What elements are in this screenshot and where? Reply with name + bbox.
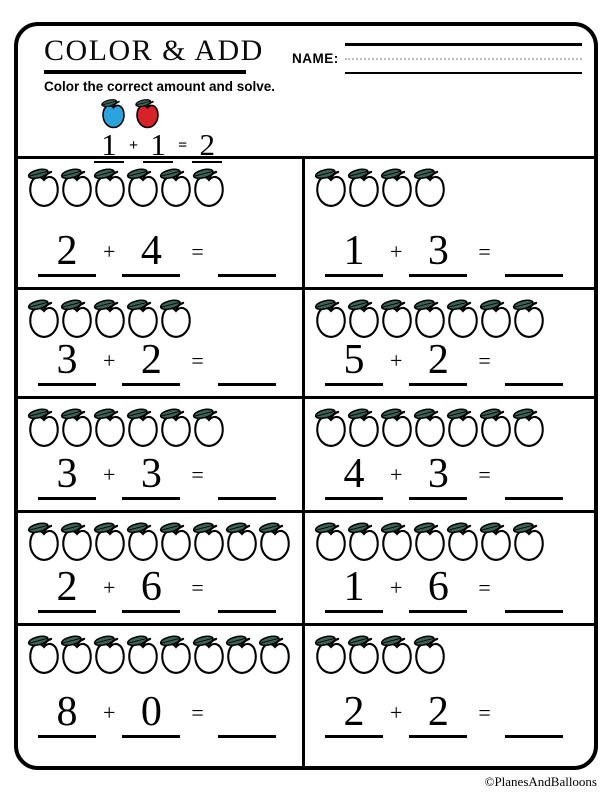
addend-2: 2 — [409, 693, 467, 738]
addend-2: 6 — [122, 568, 180, 613]
problem-cell — [18, 626, 305, 766]
apple-outline-icon[interactable] — [27, 165, 61, 210]
addend-1: 3 — [38, 455, 96, 500]
apple-outline-icon[interactable] — [479, 296, 513, 341]
addend-1: 8 — [38, 693, 96, 738]
answer-blank[interactable] — [218, 490, 276, 500]
example-sum: 2 — [192, 130, 222, 163]
apple-outline-icon[interactable] — [413, 519, 447, 564]
addend-2: 3 — [409, 232, 467, 277]
equals-sign: = — [478, 700, 491, 725]
footer-credit: ©PlanesAndBalloons — [484, 774, 597, 789]
addend-2: 3 — [409, 455, 467, 500]
addend-2: 2 — [409, 341, 467, 386]
apple-outline-icon[interactable] — [347, 519, 381, 564]
apple-outline-icon[interactable] — [225, 519, 259, 564]
blue-apple-icon — [100, 97, 127, 130]
apple-outline-icon[interactable] — [27, 405, 61, 450]
plus-sign: + — [103, 348, 116, 373]
name-line-bottom — [345, 72, 582, 75]
equation — [325, 451, 588, 500]
equation — [325, 228, 588, 277]
apple-outline-icon[interactable] — [314, 405, 348, 450]
addend-2: 2 — [122, 341, 180, 386]
equation — [325, 564, 588, 613]
apple-outline-icon[interactable] — [512, 519, 546, 564]
answer-blank[interactable] — [218, 603, 276, 613]
apple-outline-icon[interactable] — [192, 519, 226, 564]
apple-outline-icon[interactable] — [314, 296, 348, 341]
apple-outline-icon[interactable] — [314, 519, 348, 564]
apple-outline-icon[interactable] — [413, 296, 447, 341]
apple-outline-icon[interactable] — [93, 296, 127, 341]
plus-sign: + — [390, 462, 403, 487]
example-equation — [94, 126, 275, 163]
addend-1: 1 — [325, 232, 383, 277]
addend-2: 6 — [409, 568, 467, 613]
equals-sign: = — [191, 348, 204, 373]
apple-outline-icon[interactable] — [60, 519, 94, 564]
instructions-text: Color the correct amount and solve. — [44, 78, 276, 94]
apple-outline-icon[interactable] — [93, 165, 127, 210]
addend-1: 2 — [325, 693, 383, 738]
apple-outline-icon[interactable] — [93, 519, 127, 564]
apple-outline-icon[interactable] — [126, 405, 160, 450]
worksheet-header — [18, 26, 594, 162]
problems-grid — [18, 156, 594, 766]
plus-sign: + — [390, 700, 403, 725]
apple-outline-icon[interactable] — [314, 165, 348, 210]
equals-sign: = — [478, 462, 491, 487]
apple-outline-icon[interactable] — [192, 165, 226, 210]
addend-1: 5 — [325, 341, 383, 386]
apple-outline-icon[interactable] — [126, 165, 160, 210]
apple-outline-icon[interactable] — [60, 405, 94, 450]
apple-row — [27, 405, 296, 450]
worksheet-page — [14, 22, 598, 770]
equation — [325, 689, 588, 738]
apple-outline-icon[interactable] — [347, 165, 381, 210]
apple-outline-icon[interactable] — [347, 296, 381, 341]
apple-outline-icon[interactable] — [159, 165, 193, 210]
equals-sign: = — [191, 700, 204, 725]
answer-blank[interactable] — [505, 267, 563, 277]
apple-outline-icon[interactable] — [347, 632, 381, 677]
addend-1: 2 — [38, 232, 96, 277]
answer-blank[interactable] — [218, 728, 276, 738]
problem-cell — [18, 513, 305, 623]
plus-sign: + — [390, 348, 403, 373]
addend-1: 4 — [325, 455, 383, 500]
apple-outline-icon[interactable] — [93, 632, 127, 677]
problem-cell — [18, 399, 305, 510]
answer-blank[interactable] — [505, 490, 563, 500]
apple-outline-icon[interactable] — [126, 296, 160, 341]
problem-cell — [305, 626, 594, 766]
plus-sign: + — [390, 239, 403, 264]
addend-2: 0 — [122, 693, 180, 738]
answer-blank[interactable] — [505, 603, 563, 613]
name-line-dotted — [345, 58, 582, 60]
problem-cell — [305, 159, 594, 287]
apple-outline-icon[interactable] — [446, 296, 480, 341]
apple-row — [314, 632, 588, 677]
apple-outline-icon[interactable] — [512, 405, 546, 450]
plus-sign: + — [103, 575, 116, 600]
name-section — [292, 43, 582, 74]
title-underline — [44, 70, 246, 74]
example-addend-2: 1 — [143, 130, 173, 163]
equation — [38, 228, 296, 277]
example-addend-1: 1 — [94, 130, 124, 163]
addend-1: 3 — [38, 341, 96, 386]
page-title: COLOR & ADD — [44, 34, 264, 67]
apple-outline-icon[interactable] — [479, 405, 513, 450]
apple-row — [27, 165, 296, 210]
apple-row — [314, 519, 588, 564]
answer-blank[interactable] — [218, 267, 276, 277]
apple-outline-icon[interactable] — [380, 165, 414, 210]
apple-outline-icon[interactable] — [126, 632, 160, 677]
addend-1: 2 — [38, 568, 96, 613]
equals-sign: = — [191, 239, 204, 264]
apple-row — [27, 296, 296, 341]
apple-row — [314, 165, 588, 210]
apple-outline-icon[interactable] — [225, 632, 259, 677]
equals-sign: = — [478, 348, 491, 373]
apple-outline-icon[interactable] — [27, 632, 61, 677]
plus-sign: + — [103, 462, 116, 487]
addend-2: 3 — [122, 455, 180, 500]
equals-sign: = — [478, 575, 491, 600]
apple-outline-icon[interactable] — [512, 296, 546, 341]
apple-row — [314, 296, 588, 341]
apple-outline-icon[interactable] — [380, 296, 414, 341]
problem-row — [18, 510, 594, 623]
plus-sign: + — [390, 575, 403, 600]
problem-row — [18, 396, 594, 510]
apple-outline-icon[interactable] — [314, 632, 348, 677]
apple-outline-icon[interactable] — [159, 405, 193, 450]
apple-outline-icon[interactable] — [446, 405, 480, 450]
apple-outline-icon[interactable] — [347, 405, 381, 450]
equals-sign: = — [178, 136, 188, 154]
apple-outline-icon[interactable] — [258, 632, 292, 677]
apple-outline-icon[interactable] — [380, 519, 414, 564]
equals-sign: = — [478, 239, 491, 264]
apple-outline-icon[interactable] — [380, 632, 414, 677]
apple-row — [314, 405, 588, 450]
equation — [38, 564, 296, 613]
problem-cell — [305, 513, 594, 623]
problem-cell — [18, 159, 305, 287]
problem-cell — [305, 290, 594, 396]
problem-row — [18, 156, 594, 287]
problem-cell — [305, 399, 594, 510]
problem-row — [18, 287, 594, 396]
name-line-top — [345, 43, 582, 46]
apple-outline-icon[interactable] — [93, 405, 127, 450]
equals-sign: = — [191, 462, 204, 487]
apple-outline-icon[interactable] — [27, 296, 61, 341]
plus-sign: + — [103, 700, 116, 725]
apple-outline-icon[interactable] — [27, 519, 61, 564]
apple-outline-icon[interactable] — [60, 165, 94, 210]
equation — [38, 451, 296, 500]
apple-outline-icon[interactable] — [413, 632, 447, 677]
apple-row — [27, 632, 296, 677]
problem-cell — [18, 290, 305, 396]
addend-2: 4 — [122, 232, 180, 277]
apple-outline-icon[interactable] — [159, 519, 193, 564]
problem-row — [18, 623, 594, 766]
apple-outline-icon[interactable] — [380, 405, 414, 450]
example-apples — [100, 97, 275, 130]
apple-outline-icon[interactable] — [126, 519, 160, 564]
equals-sign: = — [191, 575, 204, 600]
answer-blank[interactable] — [505, 728, 563, 738]
apple-outline-icon[interactable] — [258, 519, 292, 564]
apple-outline-icon[interactable] — [60, 632, 94, 677]
apple-outline-icon[interactable] — [60, 296, 94, 341]
answer-blank[interactable] — [505, 376, 563, 386]
plus-sign: + — [129, 136, 139, 154]
name-input-lines[interactable] — [345, 43, 582, 74]
apple-outline-icon[interactable] — [479, 519, 513, 564]
apple-outline-icon[interactable] — [192, 405, 226, 450]
apple-outline-icon[interactable] — [413, 165, 447, 210]
apple-outline-icon[interactable] — [159, 632, 193, 677]
apple-outline-icon[interactable] — [413, 405, 447, 450]
apple-outline-icon[interactable] — [159, 296, 193, 341]
plus-sign: + — [103, 239, 116, 264]
name-label: NAME: — [292, 51, 339, 66]
equation — [38, 337, 296, 386]
addend-1: 1 — [325, 568, 383, 613]
apple-outline-icon[interactable] — [192, 632, 226, 677]
apple-outline-icon[interactable] — [446, 519, 480, 564]
equation — [325, 337, 588, 386]
answer-blank[interactable] — [218, 376, 276, 386]
red-apple-icon — [134, 97, 161, 130]
apple-row — [27, 519, 296, 564]
equation — [38, 689, 296, 738]
